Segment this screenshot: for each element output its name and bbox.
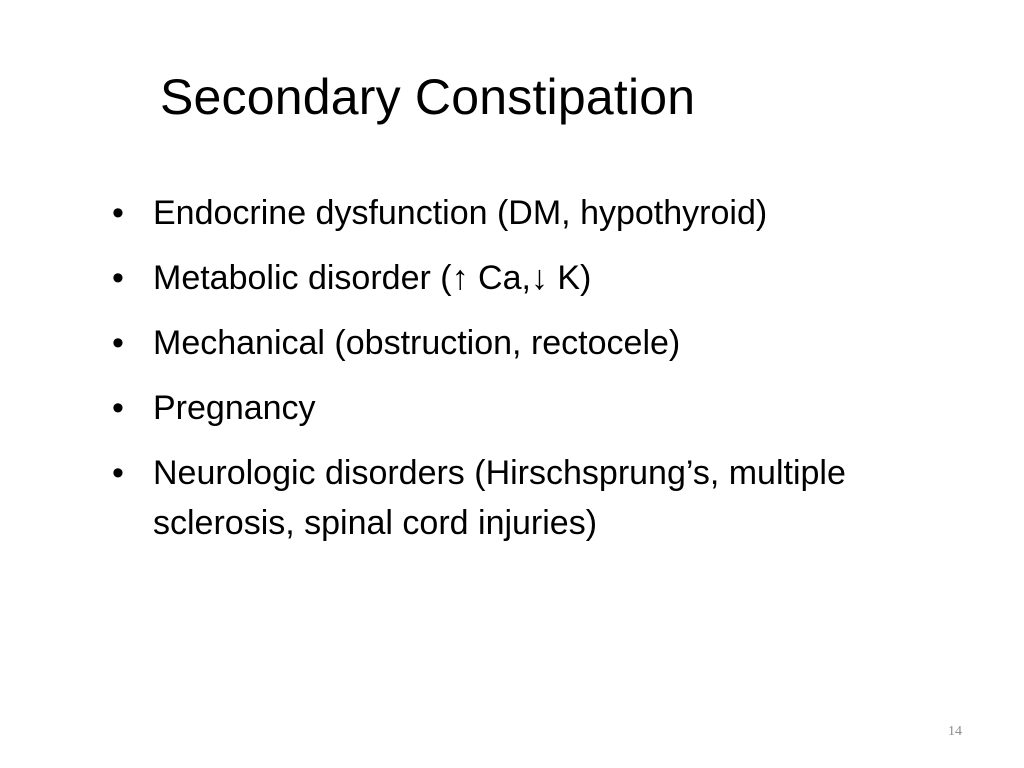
- page-number: 14: [948, 724, 962, 739]
- bullet-dot-icon: •: [112, 259, 124, 297]
- bullet-text: Pregnancy: [153, 389, 316, 427]
- bullet-item-neurologic: [112, 448, 952, 548]
- bullet-text: Mechanical (obstruction, rectocele): [153, 324, 681, 362]
- bullet-dot-icon: •: [112, 454, 124, 492]
- bullet-list: [112, 188, 952, 563]
- bullet-item-mechanical: [112, 318, 952, 368]
- bullet-dot-icon: •: [112, 324, 124, 362]
- bullet-dot-icon: •: [112, 389, 124, 427]
- bullet-text: Neurologic disorders (Hirschsprung’s, multiple sclerosis, spinal cord injuries): [153, 454, 846, 542]
- slide-title: Secondary Constipation: [160, 69, 696, 125]
- bullet-dot-icon: •: [112, 194, 124, 232]
- bullet-item-endocrine: [112, 188, 952, 238]
- bullet-item-metabolic: [112, 253, 952, 303]
- bullet-text: Metabolic disorder (↑ Ca,↓ K): [153, 259, 592, 297]
- bullet-item-pregnancy: [112, 383, 952, 433]
- bullet-text: Endocrine dysfunction (DM, hypothyroid): [153, 194, 768, 232]
